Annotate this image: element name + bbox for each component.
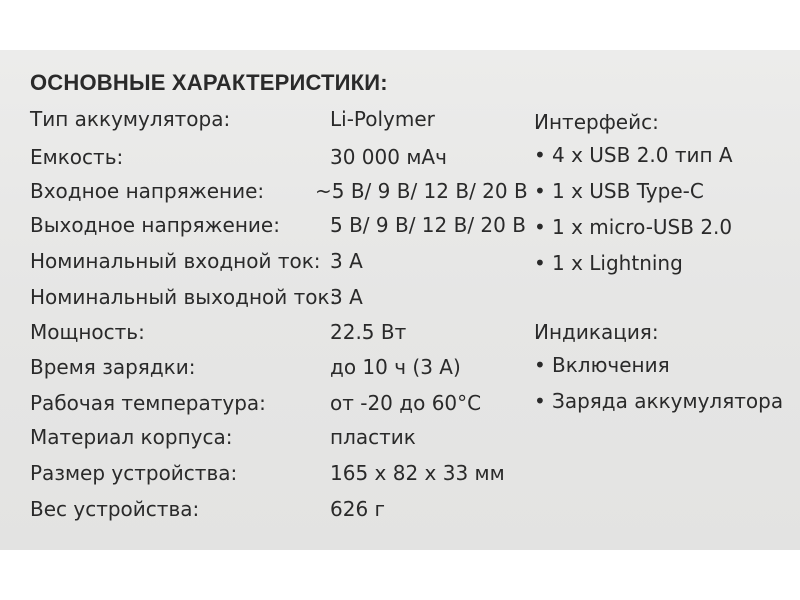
spec-value: ~5 В/ 9 В/ 12 В/ 20 В: [315, 179, 528, 203]
spec-value: 22.5 Вт: [330, 320, 407, 344]
spec-label: Емкость:: [30, 145, 124, 169]
interface-item-label: 1 х micro-USB 2.0: [552, 215, 733, 239]
spec-value: Li-Polymer: [330, 107, 435, 131]
spec-row-weight: [30, 494, 520, 524]
spec-value: 30 000 мАч: [330, 145, 447, 169]
spec-label: Время зарядки:: [30, 355, 196, 379]
spec-row-size: [30, 458, 520, 488]
interface-item: [534, 173, 733, 209]
spec-label: Материал корпуса:: [30, 425, 233, 449]
spec-row-capacity: [30, 142, 520, 172]
spec-value: 3 А: [330, 249, 363, 273]
spec-label: Вес устройства:: [30, 497, 200, 521]
spec-value: до 10 ч (3 А): [330, 355, 461, 379]
spec-value: пластик: [330, 425, 416, 449]
indication-heading: Индикация:: [534, 320, 659, 344]
spec-label: Тип аккумулятора:: [30, 107, 231, 131]
spec-value: 5 В/ 9 В/ 12 В/ 20 В: [330, 213, 526, 237]
spec-row-power: [30, 317, 520, 347]
bullet-icon: •: [534, 179, 546, 203]
interface-heading: Интерфейс:: [534, 110, 659, 134]
spec-label: Размер устройства:: [30, 461, 238, 485]
spec-row-input-voltage: [30, 176, 528, 206]
bullet-icon: •: [534, 143, 546, 167]
indication-item-label: Заряда аккумулятора: [552, 389, 784, 413]
interface-item-label: 1 х Lightning: [552, 251, 683, 275]
bullet-icon: •: [534, 389, 546, 413]
indication-item-label: Включения: [552, 353, 670, 377]
bullet-icon: •: [534, 353, 546, 377]
spec-label: Рабочая температура:: [30, 391, 266, 415]
interface-item: [534, 137, 733, 173]
spec-value: от -20 до 60°С: [330, 391, 482, 415]
indication-block: [534, 317, 783, 419]
spec-value: 165 х 82 х 33 мм: [330, 461, 505, 485]
spec-value: 3 А: [330, 285, 363, 309]
bullet-icon: •: [534, 215, 546, 239]
spec-row-temperature: [30, 388, 520, 418]
spec-label: Номинальный входной ток:: [30, 249, 321, 273]
spec-value: 626 г: [330, 497, 386, 521]
spec-row-output-current: [30, 282, 520, 312]
interface-item-label: 4 х USB 2.0 тип А: [552, 143, 733, 167]
bullet-icon: •: [534, 251, 546, 275]
spec-label: Выходное напряжение:: [30, 213, 280, 237]
indication-item: [534, 383, 783, 419]
spec-row-material: [30, 422, 520, 452]
section-title: ОСНОВНЫЕ ХАРАКТЕРИСТИКИ:: [30, 70, 388, 95]
spec-label: Номинальный выходной ток:: [30, 285, 337, 309]
interface-item: [534, 209, 733, 245]
indication-item: [534, 347, 783, 383]
spec-row-input-current: [30, 246, 520, 276]
interface-item: [534, 245, 733, 281]
spec-label: Входное напряжение:: [30, 179, 265, 203]
spec-label: Мощность:: [30, 320, 145, 344]
spec-row-output-voltage: [30, 210, 526, 240]
interface-block: [534, 107, 733, 281]
interface-item-label: 1 х USB Type-C: [552, 179, 704, 203]
spec-row-battery-type: [30, 104, 520, 134]
spec-row-charge-time: [30, 352, 520, 382]
